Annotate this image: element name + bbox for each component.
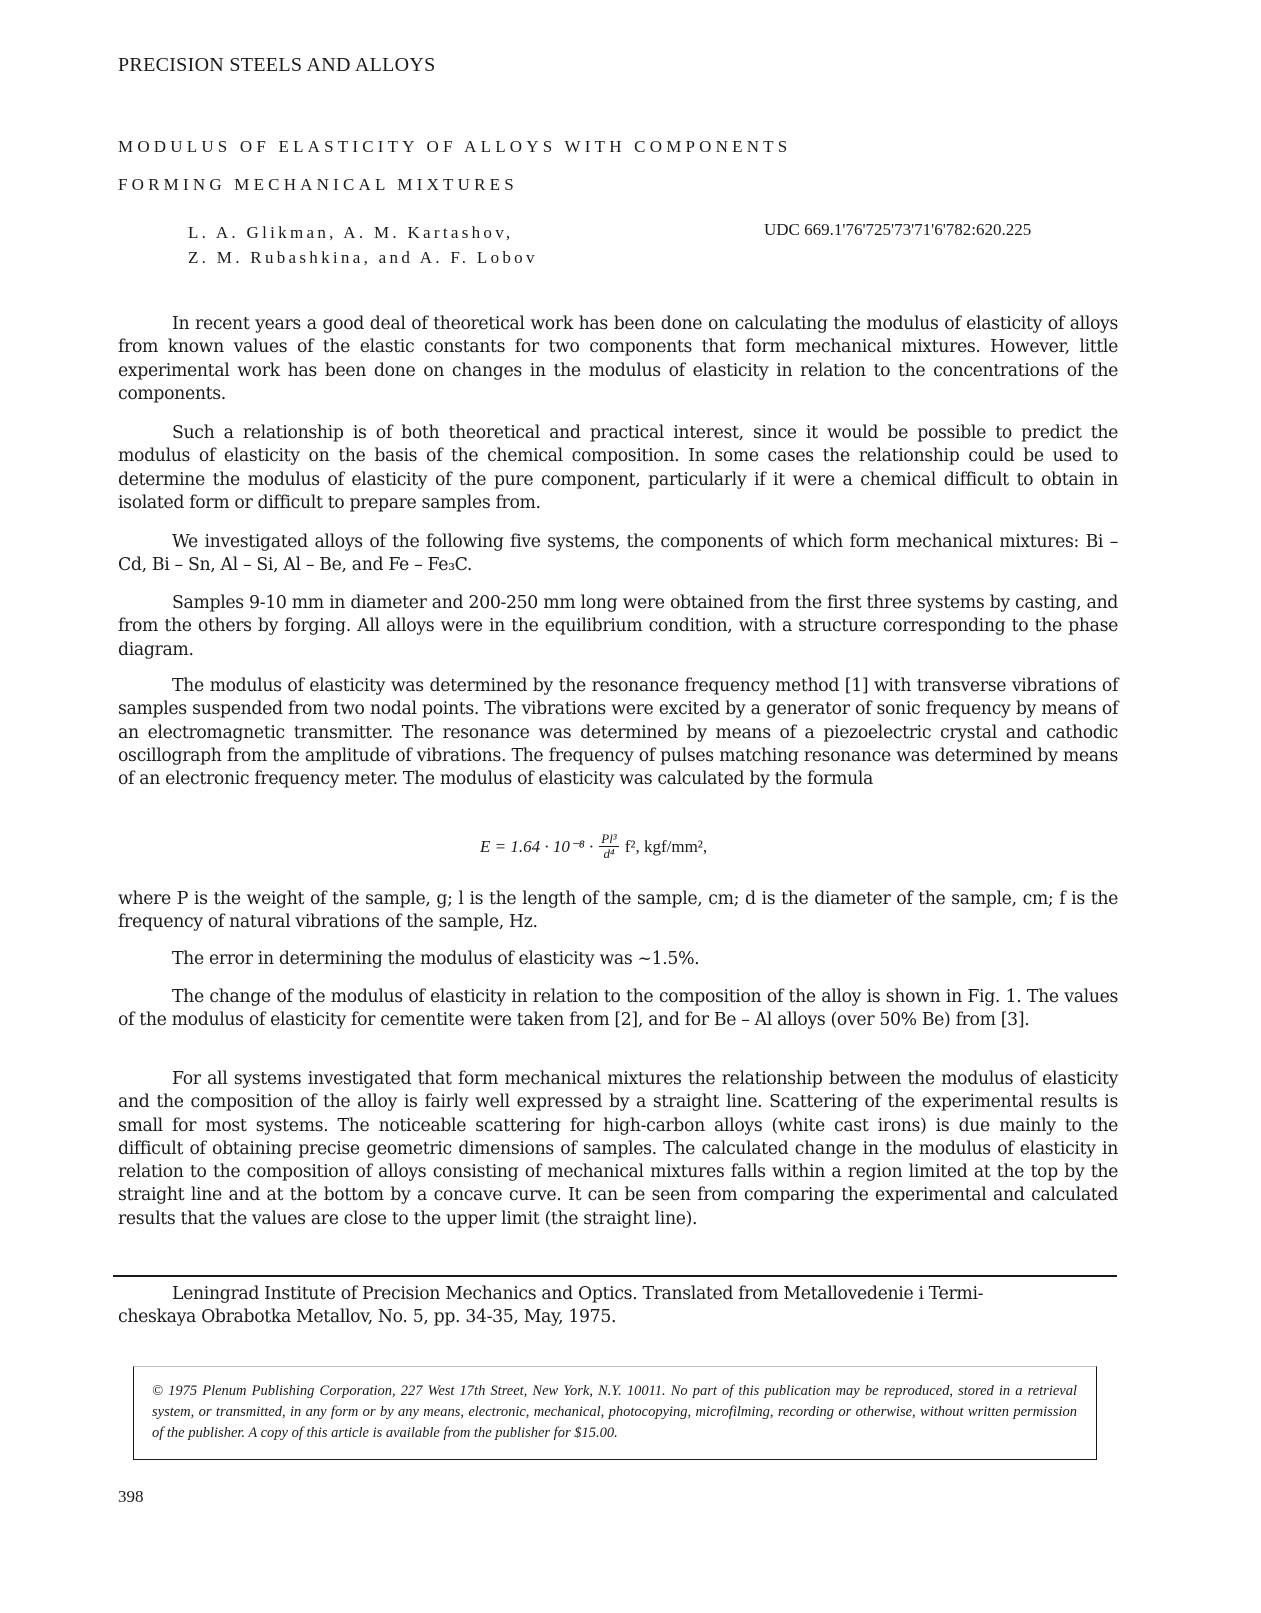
formula-rhs: f², kgf/mm², [624,836,708,856]
elasticity-formula [480,832,707,861]
authors-line-1: L. A. Glikman, A. M. Kartashov, [188,223,514,242]
udc-code: UDC 669.1'76'725'73'71'6'782:620.225 [764,220,1032,239]
copyright-box [133,1366,1097,1460]
formula-numerator: Pl³ [601,831,617,846]
affiliation-footnote [118,1283,1117,1330]
affiliation-line-2: cheskaya Obrabotka Metallov, No. 5, pp. 34-35, May, 1975. [118,1307,617,1328]
page-number: 398 [118,1487,144,1506]
paragraph-9: For all systems investigated that form mechanical mixtures the relationship between the modulus of elasticity and the composition of the alloy is fairly well expressed by a straight line. Scattering of the experimental results is small for most systems. The noticeable scattering for high-carbon alloys (white cast irons) is due mainly to the difficult of obtaining precise geometric dimensions of samples. The calculated change in the modulus of elasticity in relation to the composition of alloys consisting of mechanical mixtures falls within a region limited at the top by the straight line and at the bottom by a concave curve. It can be seen from comparing the experimental and calculated results that the values are close to the upper limit (the straight line). [118,1069,1118,1229]
paragraph-5: The modulus of elasticity was determined by the resonance frequency method [1] with transverse vibrations of samples suspended from two nodal points. The vibrations were excited by a generator of sonic frequency by means of an electromagnetic transmitter. The resonance was determined by means of a piezoelectric crystal and cathodic oscillograph from the amplitude of vibrations. The frequency of pulses matching resonance was determined by means of an electronic frequency meter. The modulus of elasticity was calculated by the formula [118,676,1118,790]
copyright-notice: © 1975 Plenum Publishing Corporation, 227 West 17th Street, New York, N.Y. 10011. No part of this publication may be reproduced, stored in a retrieval system, or transmitted, in any form or by any means, electronic, mechanical, photocopying, microfilming, recording or otherwise, without written permission of the publisher. A copy of this article is available from the publisher for $15.00. [152,1383,1077,1441]
paragraph-3: We investigated alloys of the following five systems, the components of which form mechanical mixtures: Bi – Cd, Bi – Sn, Al – Si, Al – Be, and Fe – Fe₃C. [118,532,1118,576]
paragraph-1: In recent years a good deal of theoretical work has been done on calculating the modulus of elasticity of alloys from known values of the elastic constants for two components that form mechanical mixtures. However, little experimental work has been done on changes in the modulus of elasticity in relation to the concentrations of the components. [118,314,1118,404]
paragraph-8: The change of the modulus of elasticity in relation to the composition of the alloy is shown in Fig. 1. The values of the modulus of elasticity for cementite were taken from [2], and for Be – Al alloys (over 50% Be) from [3]. [118,987,1118,1031]
paragraph-7: The error in determining the modulus of elasticity was ~1.5%. [172,949,700,969]
section-header: PRECISION STEELS AND ALLOYS [118,54,436,76]
article-title-line-2: FORMING MECHANICAL MIXTURES [118,175,518,194]
affiliation-line-1: Leningrad Institute of Precision Mechanics and Optics. Translated from Metallovedenie i Termi- [172,1284,984,1304]
paragraph-4: Samples 9-10 mm in diameter and 200-250 mm long were obtained from the first three systems by casting, and from the others by forging. All alloys were in the equilibrium condition, with a structure corresponding to the phase diagram. [118,593,1118,660]
formula-lhs: E = 1.64 · 10⁻⁸ · [480,836,594,856]
author-list [188,220,538,270]
authors-line-2: Z. M. Rubashkina, and A. F. Lobov [188,248,538,267]
paragraph-6: where P is the weight of the sample, g; l is the length of the sample, cm; d is the diameter of the sample, cm; f is the frequency of natural vibrations of the sample, Hz. [118,889,1118,933]
paragraph-2: Such a relationship is of both theoretical and practical interest, since it would be possible to predict the modulus of elasticity on the basis of the chemical composition. In some cases the relationship could be used to determine the modulus of elasticity of the pure component, particularly if it were a chemical difficult to obtain in isolated form or difficult to prepare samples from. [118,423,1118,513]
formula-denominator: d⁴ [603,846,615,861]
formula-fraction [599,832,618,861]
footnote-divider [113,1275,1117,1277]
article-title-line-1: MODULUS OF ELASTICITY OF ALLOYS WITH COMPONENTS [118,137,792,156]
